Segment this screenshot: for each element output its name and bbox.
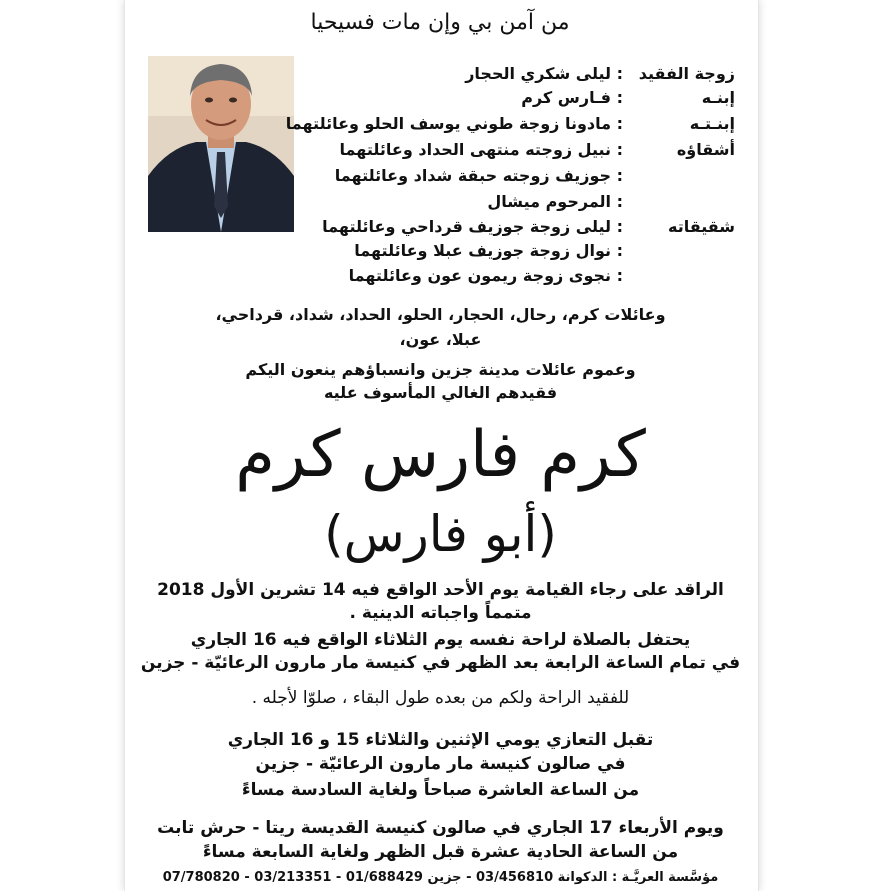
families-line: وعموم عائلات مدينة جزين وانسباؤهم ينعون اليكم <box>245 360 636 379</box>
detail-line: من الساعة العاشرة صباحاً ولغاية السادسة مساءً <box>241 780 640 800</box>
relative-value: : نجوى زوجة ريمون عون وعائلتهما <box>348 266 623 285</box>
relative-label: شقيقاته <box>667 217 735 236</box>
families-line: وعائلات كرم، رحال، الحجار، الحلو، الحداد، شداد، قرداحي، <box>215 305 666 324</box>
detail-line: الراقد على رجاء القيامة يوم الأحد الواقع فيه 14 تشرين الأول 2018 <box>157 580 724 600</box>
detail-line: يحتفل بالصلاة لراحة نفسه يوم الثلاثاء الواقع فيه 16 الجاري <box>190 630 691 650</box>
relative-value: : فـارس كرم <box>521 88 623 107</box>
portrait-image <box>148 56 294 232</box>
relative-value: : مادونا زوجة طوني يوسف الحلو وعائلتهما <box>285 114 623 133</box>
families-line: فقيدهم الغالي المأسوف عليه <box>323 383 558 402</box>
detail-line: للفقيد الراحة ولكم من بعده طول البقاء ، صلوّا لأجله . <box>251 688 630 708</box>
footer-contact: مؤسَّسة العريَّـة : الدكوانة 03/456810 - جزين 01/688429 - 03/213351 - 07/780820 <box>162 870 719 885</box>
deceased-name: كرم فارس كرم <box>235 418 646 492</box>
detail-line: في تمام الساعة الرابعة بعد الظهر في كنيسة مار مارون الرعائيّة - جزين <box>140 653 741 673</box>
header-verse: من آمن بي وإن مات فسيحيا <box>310 10 570 35</box>
deceased-nickname: (أبو فارس) <box>324 505 557 563</box>
relative-value: : نبيل زوجته منتهى الحداد وعائلتهما <box>339 140 623 159</box>
relative-value: : جوزيف زوجته حبقة شداد وعائلتهما <box>334 166 623 185</box>
relative-label: إبنـتـه <box>689 114 735 133</box>
families-line: عبلا، عون، <box>399 330 482 349</box>
relative-value: : ليلى زوجة جوزيف قرداحي وعائلتهما <box>322 217 623 236</box>
deceased-photo <box>148 56 294 232</box>
relative-label: إبنـه <box>701 88 735 107</box>
detail-line: في صالون كنيسة مار مارون الرعائيّة - جزين <box>255 754 626 774</box>
detail-line: تقبل التعازي يومي الإثنين والثلاثاء 15 و 16 الجاري <box>227 730 654 750</box>
detail-line: ويوم الأربعاء 17 الجاري في صالون كنيسة القديسة ريتا - حرش تابت <box>157 818 724 838</box>
relative-label: أشقاؤه <box>676 140 735 159</box>
relative-value: : المرحوم ميشال <box>487 192 623 211</box>
detail-line: من الساعة الحادية عشرة قبل الظهر ولغاية السابعة مساءً <box>202 842 679 862</box>
detail-line: متمماً واجباته الدينية . <box>349 603 532 623</box>
relative-value: : نوال زوجة جوزيف عبلا وعائلتهما <box>354 241 623 260</box>
relative-label: زوجة الفقيد <box>638 64 735 83</box>
relative-value: : ليلى شكري الحجار <box>465 64 623 83</box>
